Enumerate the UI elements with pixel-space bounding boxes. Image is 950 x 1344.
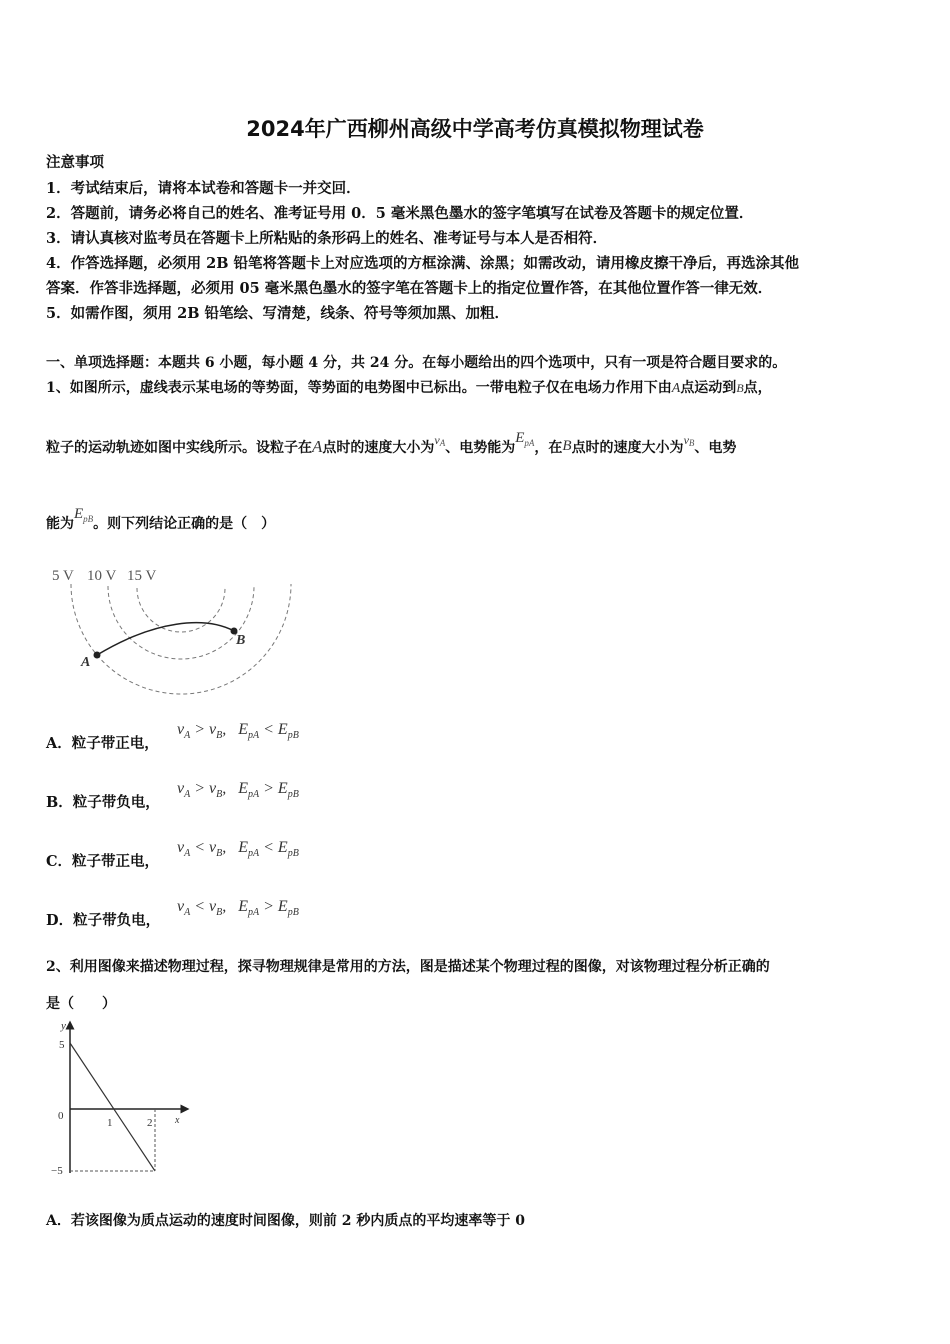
notice-item: 3．请认真核对监考员在答题卡上所粘贴的条形码上的姓名、准考证号与本人是否相符．: [46, 230, 608, 247]
option-b[interactable]: B．粒子带负电，: [46, 794, 160, 811]
equipotential-figure: [45, 560, 305, 700]
notice-item: 答案．作答非选择题，必须用 05 毫米黑色墨水的签字笔在答题卡上的指定位置作答，在其他位置作答一律无效．: [46, 280, 773, 297]
point-b-label: B: [236, 633, 246, 648]
x-tick-2: 2: [147, 1117, 153, 1129]
notice-heading: 注意事项: [46, 154, 104, 171]
potential-label-5v: 5 V: [52, 568, 74, 584]
y-tick-top: 5: [59, 1039, 65, 1051]
question-1-line-3: 能为$E^{pB}$。则下列结论正确的是（ ）: [46, 506, 276, 532]
option-a[interactable]: A．粒子带正电，: [46, 735, 159, 752]
equipotential-15v: [137, 588, 225, 632]
graph-line: [70, 1043, 155, 1171]
question-1-line-1: 1、如图所示，虚线表示某电场的等势面，等势面的电势图中已标出。一带电粒子仅在电场力作用下由A点运动到B点，: [46, 380, 772, 396]
line-graph-figure: [45, 1015, 195, 1180]
option-c-formula: $v_A < v_B$, $E_{pA} < E_{pB}$: [177, 839, 299, 859]
option-b-formula: $v_A > v_B$, $E_{pA} > E_{pB}$: [177, 780, 299, 800]
notice-item: 2．答题前，请务必将自己的姓名、准考证号用 0．5 毫米黑色墨水的签字笔填写在试卷及答题卡的规定位置．: [46, 205, 754, 222]
option-a-formula: $v_A > v_B$, $E_{pA} < E_{pB}$: [177, 721, 299, 741]
question-2-line-2: 是（ ）: [46, 996, 116, 1012]
y-axis-label: y: [61, 1020, 66, 1032]
notice-item: 5．如需作图，须用 2B 铅笔绘、写清楚，线条、符号等须加黑、加粗．: [46, 305, 510, 322]
notice-item: 1．考试结束后，请将本试卷和答题卡一并交回．: [46, 180, 361, 197]
option-d-formula: $v_A < v_B$, $E_{pA} > E_{pB}$: [177, 898, 299, 918]
question-1-line-2: 粒子的运动轨迹如图中实线所示。设粒子在A点时的速度大小为$v^A$、电势能为$E^{pA}$，在B点时的速度大小为$v^B$、电势: [46, 430, 737, 456]
notice-item: 4．作答选择题，必须用 2B 铅笔将答题卡上对应选项的方框涂满、涂黑；如需改动，请用橡皮擦干净后，再选涂其他: [46, 255, 800, 272]
option-d[interactable]: D．粒子带负电，: [46, 912, 161, 929]
page-title: 2024年广西柳州高级中学高考仿真模拟物理试卷: [246, 117, 704, 141]
section-heading: 一、单项选择题：本题共 6 小题，每小题 4 分，共 24 分。在每小题给出的四个选项中，只有一项是符合题目要求的。: [46, 355, 787, 371]
point-a: [94, 652, 101, 659]
point-a-label: A: [81, 655, 91, 670]
equipotential-10v: [108, 586, 254, 659]
potential-label-15v: 15 V: [127, 568, 157, 584]
origin-label: 0: [58, 1110, 64, 1122]
question-2-line-1: 2、利用图像来描述物理过程，探寻物理规律是常用的方法，图是描述某个物理过程的图像，对该物理过程分析正确的: [46, 959, 770, 975]
option-c[interactable]: C．粒子带正电，: [46, 853, 160, 870]
question-2-option-a[interactable]: A．若该图像为质点运动的速度时间图像，则前 2 秒内质点的平均速率等于 0: [46, 1213, 525, 1229]
potential-label-10v: 10 V: [87, 568, 117, 584]
equipotential-5v: [71, 584, 291, 694]
x-axis-label: x: [175, 1115, 180, 1126]
particle-trajectory: [97, 623, 234, 655]
y-tick-bottom: −5: [51, 1165, 63, 1177]
x-tick-1: 1: [107, 1117, 113, 1129]
